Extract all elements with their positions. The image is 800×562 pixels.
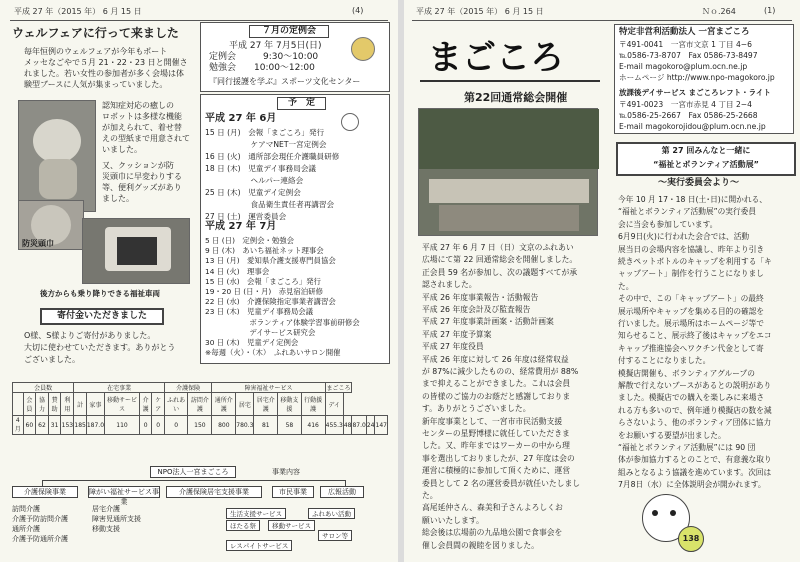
june-plan-line: 27 日 (土) 運営委員会 [205,212,287,221]
june-plan-line: 18 日 (木) 児童デイ事務局会議 [205,164,317,173]
assembly-body-line: 平成 27 年 6 月 7 日（日）文京のふれあい [422,243,574,252]
stats-cell: 0 [164,416,187,435]
org2-contact-line: ℡0586-25-2667 Fax 0586-25-2668 [619,111,758,120]
stats-cell: 780.3 [236,416,254,435]
stats-cell: 187.0 [86,416,104,435]
festival-body-line: 解散で行えないブースがあるとの説明があり [618,381,772,390]
right-page-number: (1) [764,6,776,15]
org-sub-item: 通所介護 [12,525,40,533]
welfare-intro-line: メッセなごやで５月 21・22・23 日と開催さ [24,58,188,67]
june-title: 平成 27 年 6月 [205,113,277,124]
org-civic-item: レスパイトサービス [226,540,292,551]
right-header-rule [412,20,792,21]
cushion-text-line: ました。 [102,194,134,203]
assembly-body-line: 新年度事業として、一宮市市民活動支援 [422,416,563,426]
cushion-text-line: 災頭巾に早変わりする [102,172,182,181]
org-contact-line: ホームページ http://www.npo-magokoro.jp [619,73,775,82]
vehicle-caption: 後方からも乗り降りできる福祉車両 [40,289,160,298]
meeting-topic: 『同行援護を学ぶ』スポーツ文化センター [209,77,361,86]
festival-body-line: ャップアート」制作を行うことになりまし [618,269,764,279]
july-plan-line: 14 日 (火) 理事会 [205,266,270,276]
donation-line: ございました。 [24,355,80,364]
robot-text-line: えの型紙まで用意されて [102,134,190,143]
july-plan-line: 19・20 日 (日・月) 赤見宿泊研修 [205,287,323,296]
july-meeting-title: ７月の定例会 [249,25,329,38]
festival-title-line1: 第 27 回みんなと一緒に [661,146,751,155]
issue-number: Ｎｏ.264 [702,7,736,16]
assembly-body-line: 平成 27 年度予算案 [422,329,492,339]
org-sub-item: 移動支援 [92,525,120,533]
robot-text-line: 認知症対応の癒しの [102,101,174,110]
july-meeting-date: 平成 27 年 7月5日(日) [229,41,322,51]
stats-cell: 24 [366,416,375,435]
welfare-intro-line: 験型ブースに人気が集まっていました。 [24,80,168,89]
june-plan-line: 16 日 (火) 通所部会現任介護職員研修 [205,152,340,161]
plans-box [200,94,390,364]
june-plan-line: 15 日 (月) 会報「まごころ」発行 [205,128,325,137]
org2-contact-line: 〒491-0023 一宮市赤見 4 丁目 2−4 [619,100,753,109]
stats-cell: 455.3 [325,416,343,435]
assembly-body-line: 広場にて第 22 回通常総会を開催しました。 [422,255,578,265]
assembly-body-line: 委員として 2 名の運営委員が就任いたしまし [422,478,581,488]
july-plan-line: 23 日 (木) 児童デイ事務局会議 [205,307,314,317]
festival-body-line: をお願いする要望が出ました。 [618,430,726,440]
stats-subheader: 移動サービス [105,393,140,416]
stats-group-header: 障害福祉サービス [212,383,325,393]
org-business-box: 市民事業 [272,486,314,498]
meeting-row-2: 勉強会 10:00〜12:00 [209,63,315,73]
left-page-number: (4) [352,6,364,15]
stats-cell: 62 [36,416,49,435]
stats-cell: 0 [139,416,152,435]
assembly-body-line: が 87%に減少したものの、経常費用が 88% [422,367,579,376]
robot-photo [18,100,96,212]
welfare-intro-line: れました。若い女性の参加者が多く会場は体 [24,69,184,78]
festival-body-line: 会に当会も参加しています。 [618,219,718,229]
festival-body-line: らさないよう、他のボランティア団体に協力 [618,418,772,428]
org-subtitle: 事業内容 [272,468,300,476]
stats-subheader: 協力 [36,393,49,416]
donation-line: O様、S様よりご寄付がありました。 [24,331,156,340]
welfare-intro-line: 毎年恒例のウェルフェアが今年もポート [24,47,168,56]
stats-subheader: 行動援護 [301,393,325,416]
donation-title: 寄付金いただきました [40,308,164,325]
assembly-body-line: センターの星野博様に就任していただきま [422,429,570,438]
july-plan-line: ※毎週（火）・（木） ふれあいサロン開催 [205,348,341,358]
org-sub-item: 介護予防通所介護 [12,535,68,543]
assembly-body-line: の皆様のご協力のお蔭だと感謝しておりま [422,391,571,401]
july-plan-line: 5 日 (日) 定例会・勉強会 [205,236,295,245]
festival-body-line: 展示場所やキャップを集める目的の確認を [618,306,765,316]
mascot-badge: 138 [678,526,704,552]
june-plan-line: ケアマNET一宮定例会 [205,140,327,149]
org2-contact-line: E-mail magokorojidou@plum.ocn.ne.jp [619,122,766,131]
assembly-body-line: た。 [422,491,438,500]
stats-subheader: 通所介護 [212,393,236,416]
org2-name: 放課後デイサービス まごころレフト・ライト [619,88,771,97]
org-business-box: 介護保険居宅支援事業 [166,486,262,498]
donation-line: 大切に使わせていただきます。ありがとう [24,343,176,352]
june-plan-line: ヘルパー連絡会 [205,176,304,185]
stats-cell: 0 [152,416,165,435]
stats-cell: 185 [74,416,86,435]
stats-subheader: 賛助 [48,393,61,416]
stats-subheader: デイ [325,393,343,416]
meeting-row-1: 定例会 9:30〜10:00 [209,52,319,62]
festival-body-line: “福祉とボランティア活動展”の実行委員 [618,207,757,217]
festival-body-line: 模擬店開催も、ボランティアグループの [618,368,755,378]
masthead: まごころ [428,38,564,78]
festival-body-line: ました。模擬店での購入を楽しみに来場さ [618,393,765,403]
stats-cell: 4月 [13,416,24,435]
org-civic-item: ふれあい活動 [308,508,355,519]
left-page [0,0,398,562]
stats-cell: 800 [212,416,236,435]
org-name: 特定非営利活動法人 一宮まごころ [619,27,750,37]
robot-text-line: ロボットは多様な機能 [102,112,182,121]
snail-icon [341,113,359,131]
july-meeting-box [200,22,390,92]
masthead-rule [420,80,600,82]
stats-cell: 31 [48,416,61,435]
stats-cell: 150 [188,416,212,435]
festival-body-line: 7月8日（水）に全体説明会が開かれます。 [618,480,766,490]
assembly-body-line: 平成 27 年度役員 [422,342,484,352]
robot-text-line: が加えられて、着せ替 [102,123,182,132]
assembly-body-line: 正会員 59 名が参加し、次の議題すべてが承 [422,267,578,277]
festival-body-line: 付することになりました。 [618,356,711,366]
festival-body-line: た。 [618,281,634,291]
july-plan-line: 13 日 (月) 愛知県介護支援専門員協会 [205,256,336,266]
stats-table [12,382,388,435]
org-civic-item: ほたる祭 [226,520,260,531]
stats-group-header: 在宅事業 [74,383,165,393]
stats-subheader: 会員 [23,393,36,416]
assembly-body-line: 平成 26 年度に対して 26 年度は経常収益 [422,354,569,364]
festival-body-line: 体が参加協力するとのことで、有意義な取り [618,455,772,465]
july-plan-line: デイサービス研究会 [205,327,316,337]
robot-text-line: いました。 [102,145,142,154]
assembly-title: 第22回通常総会開催 [464,91,568,104]
stats-subheader: 計 [74,393,86,416]
festival-body-line: その中で、この「キャップアート」の最終 [618,294,764,304]
stats-subheader: 家事 [86,393,104,416]
july-title: 平成 27 年 7月 [205,221,277,232]
stats-cell: 110 [105,416,140,435]
july-plan-line: 22 日 (水) 介護保険指定事業者講習会 [205,297,336,307]
stats-subheader: 居宅 [236,393,254,416]
stats-group-header: 介護保険 [164,383,211,393]
left-header-rule [10,20,388,21]
org-civic-item: 生活支援サービス [226,508,286,519]
assembly-photo [418,108,598,236]
assembly-body-line: す。ありがとうございました。 [422,404,531,414]
mascot-illustration [636,488,706,554]
july-plan-line: 9 日 (木) あいち福祉ネット理事会 [205,246,324,256]
festival-body-line: 組みとなるよう協議を進めています。次回は [618,467,772,477]
assembly-body-line: まで抑えることができました。これは会員 [422,379,571,389]
festival-title-box [616,142,796,176]
org-business-box: 障がい福祉サービス事業 [89,488,159,506]
org-sub-item: 介護予防訪問介護 [12,515,68,523]
festival-title-line2: “福祉とボランティア活動展” [653,160,759,169]
festival-body-line: 知らせること、展示終了後はキャップをエコ [618,331,772,341]
welfare-vehicle-photo [82,218,190,284]
welfare-title: ウェルフェアに行って来ました [12,26,179,40]
june-plan-line: 25 日 (木) 児童デイ定例会 [205,188,301,197]
stats-cell: 87.0 [352,416,366,435]
festival-body-line: キャップ推進協会へワクチン代金として寄 [618,343,764,353]
festival-subtitle: 〜実行委員会より〜 [658,178,740,188]
org-sub-item: 訪問介護 [12,505,40,513]
org-civic-item: サロン等 [318,530,352,541]
stats-cell: 153 [61,416,74,435]
festival-body-line: 展当日の会場内容を協議し、昨年より引き [618,244,765,254]
assembly-body-line: 平成 26 年度事業報告・活動報告 [422,292,539,302]
org-civic-item: 移動サービス [268,520,315,531]
stats-cell: 48 [343,416,352,435]
stats-cell: 147 [375,416,388,435]
right-header-date: 平成 27 年（2015 年） 6 月 15 日 [416,7,544,16]
org-contact-box [614,24,794,134]
cushion-text-line: 又、クッションが防 [102,161,174,170]
right-page [404,0,800,562]
june-plan-line: 食品衛生責任者再講習会 [205,200,335,209]
festival-body-line: 行いました。展示場所はホームページ等で [618,319,764,328]
left-header-date: 平成 27 年（2015 年） 6 月 15 日 [14,7,142,16]
stats-cell: 60 [23,416,36,435]
org-sub-item: 居宅介護 [92,505,120,513]
assembly-body-line: 平成 27 年度事業計画案・活動計画案 [422,317,554,327]
stats-cell: 81 [254,416,278,435]
assembly-body-line: 催し会員間の親睦を図りました。 [422,540,539,550]
festival-body-line: 6月9日(火)に行われた会合では、活動 [618,232,750,242]
org-business-box: 広報活動 [320,486,364,498]
stats-subheader: ふれあい [164,393,187,416]
stats-subheader: 利用 [61,393,74,416]
hood-caption: 防災頭巾 [22,239,54,248]
assembly-body-line: 総会後は広場前の九品地公園で食事会を [422,528,563,538]
festival-body-line: “福祉とボランティア活動展”には 90 団 [618,443,756,452]
festival-body-line: 続きペットボトルのキャップを利用する「キ [618,257,772,266]
stats-cell: 58 [278,416,302,435]
july-plan-line: 15 日 (水) 会報「まごころ」発行 [205,276,321,286]
stats-subheader: 訪問介護 [188,393,212,416]
assembly-body-line: 願いいたします。 [422,515,484,525]
festival-body-line: 今年 10 月 17・18 日(土･日)に開かれる、 [618,195,767,204]
assembly-body-line: 運営に積極的に参加して頂くために、運営 [422,466,571,476]
stats-subheader: 居宅介護 [254,393,278,416]
org-contact-line: E-mail magokoro@plum.ocn.ne.jp [619,62,748,71]
festival-body-line: れる方も多いので、例年通り模擬店の数を減 [618,405,772,415]
cushion-text-line: 等、便利グッズがあり [102,183,182,192]
stats-subheader: 介護 [139,393,152,416]
org-title: NPO法人一宮まごころ [150,466,236,478]
stats-group-header: まごころ [325,383,352,393]
org-business-box: 介護保険事業 [12,486,78,498]
stats-subheader: ケア [152,393,165,416]
org-contact-line: 〒491-0041 一宮市文京 1 丁目 4−6 [619,40,753,49]
july-plan-line: 30 日 (木) 児童デイ定例会 [205,338,299,347]
org-contact-line: ℡0586-73-8707 Fax 0586-73-8497 [619,51,758,60]
sunflower-icon [351,37,375,61]
assembly-body-line: 認されました。 [422,280,477,290]
assembly-body-line: 平成 26 年度会計及び監査報告 [422,305,531,314]
org-sub-item: 障害児通所支援 [92,515,141,523]
stats-group-header: 会員数 [13,383,74,393]
plans-title: 予 定 [277,97,326,110]
assembly-body-line: 高尾延仲さん、森美和子さんよろしくお [422,503,563,513]
stats-subheader: 移動支援 [278,393,302,416]
stats-cell: 416 [301,416,325,435]
stats-corner [13,393,24,416]
assembly-body-line: 事を選出しておりましたが、27 年度は会の [422,453,575,463]
july-plan-line: ボランティア体験学習事前研修会 [205,317,360,327]
assembly-body-line: した。又、昨年まではワーカーの中から理 [422,441,570,451]
